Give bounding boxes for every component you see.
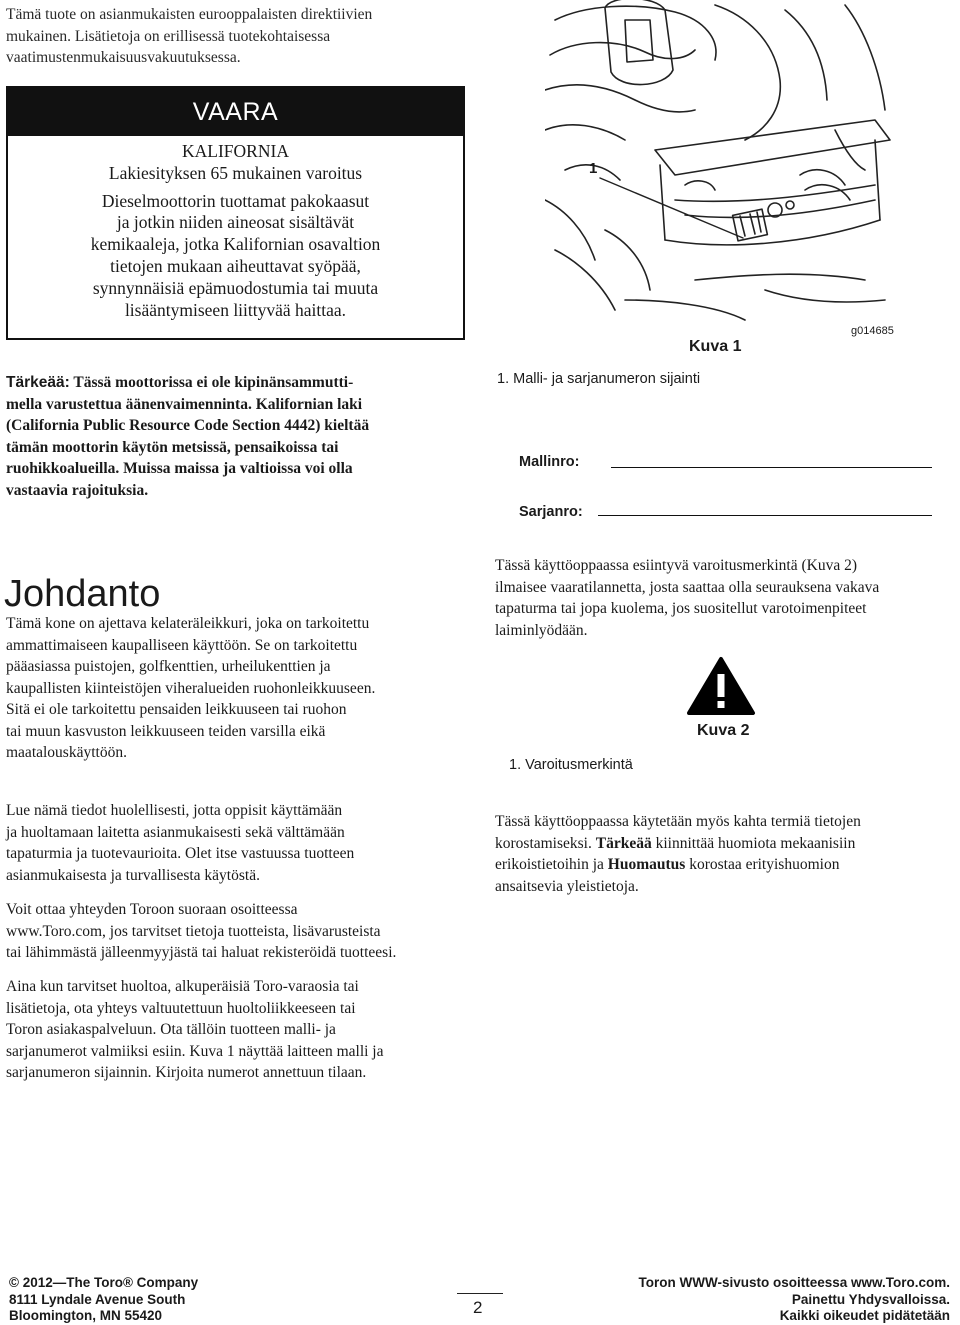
figure1-callout: 1 — [589, 160, 598, 177]
figure1-code: g014685 — [851, 325, 894, 337]
danger-header: VAARA — [8, 88, 463, 136]
paragraph-line: Sitä ei ole tarkoitettu pensaiden leikkuuseen tai ruohon — [6, 701, 347, 718]
paragraph-line: tai muun kasvuston leikkuuseen teiden varsilla eikä — [6, 722, 326, 740]
paragraph-line: www.Toro.com, jos tarvitset tietoja tuotteista, lisävarusteista — [6, 922, 381, 940]
footer-printed: Painettu Yhdysvalloissa. — [791, 1291, 950, 1307]
text-run: korostamiseksi. — [495, 834, 596, 852]
conformity-notice — [6, 4, 372, 69]
paragraph-line: ansaitsevia yleistietoja. — [495, 877, 639, 895]
safety-alert-paragraph — [495, 555, 879, 641]
paragraph-line: tapaturmia ja tuotevaurioita. Olet itse vastuussa tuotteen — [6, 845, 355, 862]
important-label: Tärkeää: — [6, 374, 70, 391]
page-number-rule — [457, 1293, 503, 1294]
paragraph-line: asianmukaisesta ja turvallisesta käytöstä. — [6, 866, 260, 884]
paragraph-line: kaupallisten kiinteistöjen viheralueiden ruohonleikkuuseen. — [6, 679, 376, 697]
important-line: vastaavia rajoituksia. — [6, 481, 149, 499]
model-number-label: Mallinro: — [519, 454, 580, 470]
paragraph-line: Lue nämä tiedot huolellisesti, jotta oppisit käyttämään — [6, 802, 343, 819]
text-run: kiinnittää huomiota mekaanisiin — [651, 834, 856, 852]
footer-website: Toron WWW-sivusto osoitteessa www.Toro.com. — [638, 1275, 950, 1290]
footer-left — [9, 1275, 198, 1325]
warning-triangle-icon — [686, 656, 756, 716]
term-important: Tärkeää — [595, 834, 652, 852]
figure1-legend: 1. Malli- ja sarjanumeron sijainti — [497, 371, 701, 387]
paragraph-line: Tämä kone on ajettava kelateräleikkuri, joka on tarkoitettu — [6, 615, 370, 632]
paragraph-line: ilmaisee vaaratilannetta, josta saattaa olla seurauksena vakava — [495, 578, 880, 596]
paragraph-line: tapaturma tai jopa kuolema, jos suositellut varotoimenpiteet — [495, 600, 867, 617]
paragraph-line: Aina kun tarvitset huoltoa, alkuperäisiä Toro-varaosia tai — [6, 978, 359, 995]
danger-subtitle: KALIFORNIA — [182, 141, 289, 161]
important-note — [6, 372, 369, 501]
intro-paragraph-1 — [6, 613, 375, 764]
paragraph-line: lisätietoja, ota yhteys valtuutettuun huoltoliikkeeseen tai — [6, 999, 356, 1017]
danger-body-line: kemikaaleja, jotka Kalifornian osavaltion — [90, 234, 381, 255]
danger-warning-box — [6, 86, 465, 340]
notice-line: vaatimustenmukaisuusvakuutuksessa. — [6, 49, 241, 66]
paragraph-line: Voit ottaa yhteyden Toroon suoraan osoitteessa — [6, 901, 298, 918]
intro-paragraph-3 — [6, 899, 396, 964]
figure1-title: Kuva 1 — [689, 338, 742, 355]
footer-address: 8111 Lyndale Avenue South — [9, 1291, 186, 1307]
footer-rights: Kaikki oikeudet pidätetään — [779, 1308, 950, 1323]
danger-body-line: synnynnäisiä epämuodostumia tai muuta — [92, 277, 379, 298]
paragraph-line — [495, 854, 861, 876]
page-number: 2 — [473, 1298, 483, 1317]
important-line: Tässä moottorissa ei ole kipinänsammutti- — [73, 374, 354, 391]
term-note: Huomautus — [607, 856, 686, 873]
intro-paragraph-2 — [6, 800, 354, 886]
figure2-legend: 1. Varoitusmerkintä — [509, 757, 633, 773]
text-run: korostaa erityishuomion — [685, 856, 840, 873]
important-line: (California Public Resource Code Section 4442) kieltää — [6, 417, 370, 434]
important-line: mella varustettua äänenvaimenninta. Kalifornian laki — [6, 395, 363, 413]
paragraph-line: Tässä käyttöoppaassa käytetään myös kahta termiä tietojen — [495, 813, 861, 830]
important-line: ruohikkoalueilla. Muissa maissa ja valtioissa voi olla — [6, 460, 353, 477]
text-run: erikoistietoihin ja — [495, 856, 608, 873]
paragraph-line: ammattimaiseen kaupalliseen käyttöön. Se on tarkoitettu — [6, 636, 358, 654]
paragraph-line: Toron asiakaspalveluun. Ota tällöin tuotteen malli- ja — [6, 1021, 336, 1038]
paragraph-line: tai lähimmästä jälleenmyyjästä tai haluat rekisteröidä tuotteesi. — [6, 944, 397, 961]
figure2-title: Kuva 2 — [697, 722, 750, 739]
section-heading: Johdanto — [4, 573, 161, 615]
danger-body-line: ja jotkin niiden aineosat sisältävät — [116, 212, 355, 233]
model-number-field[interactable] — [611, 467, 932, 468]
intro-paragraph-4 — [6, 976, 384, 1084]
terms-paragraph — [495, 811, 861, 897]
paragraph-line: ja huoltamaan laitetta asianmukaisesti sekä välttämään — [6, 823, 345, 841]
paragraph-line: pääasiassa puistojen, golfkenttien, urheilukenttien ja — [6, 658, 331, 675]
notice-line: Tämä tuote on asianmukaisten eurooppalaisten direktiivien — [6, 6, 373, 23]
danger-body-line: Dieselmoottorin tuottamat pakokaasut — [101, 190, 370, 211]
danger-subtitle2: Lakiesityksen 65 mukainen varoitus — [108, 162, 363, 183]
footer-right — [639, 1275, 951, 1325]
paragraph-line: sarjanumerot valmiiksi esiin. Kuva 1 näyttää laitteen malli ja — [6, 1042, 384, 1060]
serial-number-label: Sarjanro: — [519, 504, 583, 520]
footer-city: Bloomington, MN 55420 — [9, 1308, 163, 1323]
paragraph-line — [495, 833, 861, 855]
engine-illustration — [545, 0, 895, 330]
danger-body-line: lisääntymiseen liittyvää haittaa. — [124, 299, 347, 320]
paragraph-line: Tässä käyttöoppaassa esiintyvä varoitusmerkintä (Kuva 2) — [495, 557, 857, 574]
important-line: tämän moottorin käytön metsissä, pensaikoissa tai — [6, 438, 339, 456]
serial-number-field[interactable] — [598, 515, 932, 516]
danger-body-line: tietojen mukaan aiheuttavat syöpää, — [110, 255, 361, 276]
paragraph-line: laiminlyödään. — [495, 621, 588, 639]
paragraph-line: sarjanumeron sijainnin. Kirjoita numerot annettuun tilaan. — [6, 1064, 367, 1081]
notice-line: mukainen. Lisätietoja on erillisessä tuotekohtaisessa — [6, 27, 331, 45]
footer-copyright: © 2012—The Toro® Company — [9, 1275, 199, 1290]
paragraph-line: maatalouskäyttöön. — [6, 744, 127, 761]
